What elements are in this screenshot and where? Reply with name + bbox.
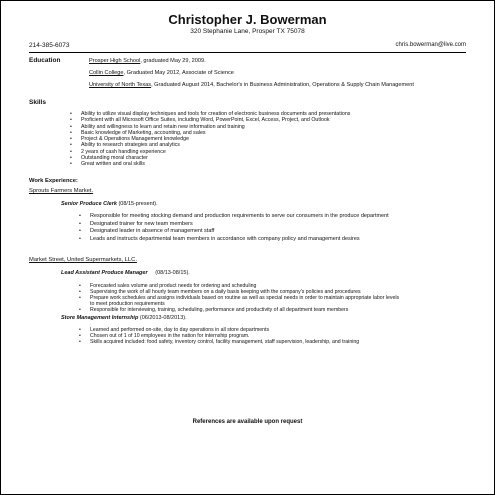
job-role [61, 315, 187, 321]
resume-address: 320 Stephanie Lane, Prosper TX 75078 [190, 28, 305, 35]
job-bullet: • Leads and instructs departmental team members in accordance with company policy and management desires [90, 236, 389, 244]
skills-list [81, 111, 350, 167]
company-name: Market Street, United Supermarkets, LLC. [29, 257, 137, 263]
skill-item: • Ability to utilize visual display techniques and tools for creation of electronic business documents and presentations [81, 111, 350, 117]
company-name: Sprouts Farmers Market. [29, 188, 94, 194]
job-title: Lead Assistant Produce Manager [61, 270, 148, 276]
education-heading: Education [29, 57, 61, 64]
job-bullet: • Forecasted sales volume and product needs for ordering and scheduling [90, 283, 399, 289]
job-bullet-continuation: to meet production requirements [90, 301, 165, 308]
job-role [61, 270, 190, 276]
job-bullet: • Supervising the work of all hourly team members on a daily basis keeping with the company's policies and procedures [90, 289, 399, 295]
skill-item: • 2 years of cash handling experience [81, 149, 350, 155]
job-bullets [90, 213, 389, 243]
skill-item: • Proficient with all Microsoft Office Suites, including Word, PowerPoint, Excel, Access, Project, and Outlook [81, 117, 350, 123]
resume-name: Christopher J. Bowerman [168, 12, 327, 27]
education-detail: , graduated May 29, 2009. [140, 58, 206, 64]
education-item [89, 70, 234, 76]
job-bullet: • Responsible for meeting stocking demand and production requirements to serve our consumers in the produce department [90, 213, 389, 221]
job-dates: (08/15-present). [116, 201, 158, 207]
education-school: Prosper High School [89, 58, 141, 64]
education-item [89, 82, 414, 88]
skill-item: • Great written and oral skills [81, 161, 350, 167]
job-bullet: • Chosen out of 1 of 10 employees in the nation for internship program. [90, 333, 359, 339]
skill-item: • Ability and willingness to learn and retain new information and training [81, 124, 350, 130]
skill-item: • Basic knowledge of Marketing, accounting, and sales [81, 130, 350, 136]
skill-item: • Ability to research strategies and analytics [81, 142, 350, 148]
job-bullets [90, 327, 359, 345]
education-school: University of North Texas [89, 82, 152, 88]
education-detail: , Graduated August 2014, Bachelor's in Business Administration, Operations & Supply Chain Management [151, 82, 414, 88]
education-item [89, 58, 206, 64]
job-role [61, 201, 158, 207]
job-title: Senior Produce Clerk [61, 201, 117, 207]
job-dates: (08/13-08/15). [147, 270, 190, 276]
job-bullets [90, 283, 399, 313]
job-bullet: • Skills acquired included: food safety, inventory control, facility management, staff supervision, leadership, and training [90, 339, 359, 345]
work-heading: Work Experience: [29, 178, 78, 184]
job-bullet: • Learned and performed on-site, day to day operations in all store departments [90, 327, 359, 333]
job-dates: (06/2013-08/2013). [138, 315, 187, 321]
skill-item: • Project & Operations Management knowledge [81, 136, 350, 142]
job-bullet: • Prepare work schedules and assigns individuals based on routine as well as special needs in order to maintain appropriate labor levels [90, 295, 399, 301]
skills-heading: Skills [29, 99, 46, 106]
skill-item: • Outstanding moral character [81, 155, 350, 161]
education-school: Collin College [89, 70, 124, 76]
education-detail: , Graduated May 2012, Associate of Science [123, 70, 234, 76]
header-divider [29, 52, 466, 53]
resume-email: chris.bowerman@live.com [395, 42, 466, 48]
references-note: References are available upon request [192, 419, 303, 425]
job-bullet: • Designated leader in absence of management staff [90, 228, 389, 236]
job-title: Store Management Internship [61, 315, 139, 321]
job-bullet: • Designated trainer for new team members [90, 221, 389, 229]
resume-phone: 214-385-6073 [29, 42, 70, 49]
job-bullet: • Responsible for interviewing, training, scheduling, performance and productivity of all department team members [90, 307, 399, 313]
